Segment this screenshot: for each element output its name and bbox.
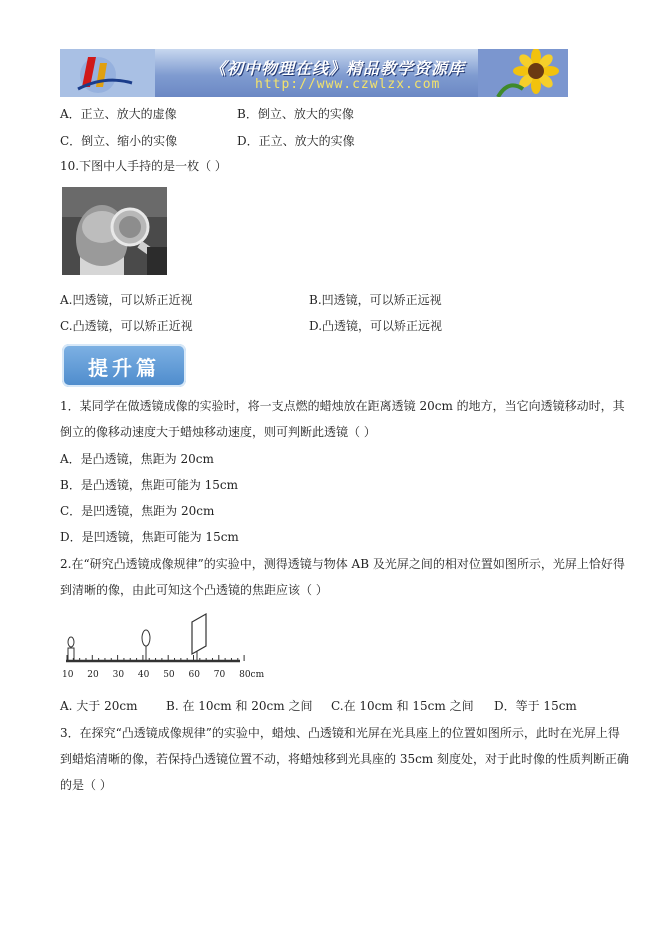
header-banner [60,49,568,97]
q9-option-b: B．倒立、放大的实像 [237,107,354,121]
bench-tick-label: 40 [137,670,150,680]
p1-option-a: A．是凸透镜，焦距为 20cm [60,452,214,466]
q9-option-c: C．倒立、缩小的实像 [60,134,178,148]
p3-stem-line1: 3．在探究“凸透镜成像规律”的实验中，蜡烛、凸透镜和光屏在光具座上的位置如图所示，此时在光屏上得 [60,726,620,740]
q9-option-a: A．正立、放大的虚像 [60,107,177,121]
optical-bench-diagram [60,608,270,682]
section-title: 提升篇 [88,356,160,380]
bench-tick-label: 80cm [239,670,265,680]
bench-tick-label: 30 [112,670,125,680]
p2-option-d: D．等于 15cm [494,699,577,713]
q10-option-b: B.凹透镜，可以矫正远视 [309,293,442,307]
q9-option-d: D．正立、放大的实像 [237,134,355,148]
bench-tick-label: 70 [213,670,226,680]
man-holding-lens-icon [62,187,167,275]
candle-icon [68,637,74,661]
bench-tick-label: 50 [163,670,175,680]
bench-tick-label: 20 [87,670,99,680]
p1-option-d: D．是凹透镜，焦距可能为 15cm [60,530,239,544]
q10-option-d: D.凸透镜，可以矫正远视 [309,319,443,333]
bench-tick-label: 60 [188,670,200,680]
p1-option-c: C．是凹透镜，焦距为 20cm [60,504,215,518]
p2-stem-line1: 2.在“研究凸透镜成像规律”的实验中，测得透镜与物体 AB 及光屏之间的相对位置如图所示，光屏上恰好得 [60,557,625,571]
q10-option-a: A.凹透镜，可以矫正近视 [60,293,193,307]
p1-stem-line1: 1．某同学在做透镜成像的实验时，将一支点燃的蜡烛放在距离透镜 20cm 的地方，当它向透镜移动时，其 [60,399,625,413]
p2-option-b: B. 在 10cm 和 20cm 之间 [166,699,313,713]
p3-stem-line2: 到蜡焰清晰的像，若保持凸透镜位置不动，将蜡烛移到光具座的 35cm 刻度处，对于此时像的性质判断正确 [60,752,630,766]
p2-option-c: C.在 10cm 和 15cm 之间 [331,699,474,713]
p1-option-b: B．是凸透镜，焦距可能为 15cm [60,478,239,492]
banner-title: 《初中物理在线》精品教学资源库 [210,59,466,78]
p3-stem-line3: 的是（ ） [60,778,112,792]
magnifier-photo [62,187,167,275]
section-badge [62,344,186,387]
p2-stem-line2: 到清晰的像，由此可知这个凸透镜的焦距应该（ ） [60,583,328,597]
screen-icon [192,614,206,661]
p2-option-a: A. 大于 20cm [60,699,138,713]
banner-url: http://www.czwlzx.com [255,77,441,92]
logo-icon [60,49,155,97]
q10-stem: 10.下图中人手持的是一枚（ ） [60,159,227,173]
q10-option-c: C.凸透镜，可以矫正近视 [60,319,193,333]
p1-stem-line2: 倒立的像移动速度大于蜡烛移动速度，则可判断此透镜（ ） [60,425,376,439]
bench-tick-label: 10 [62,670,74,680]
sunflower-icon [478,49,568,97]
